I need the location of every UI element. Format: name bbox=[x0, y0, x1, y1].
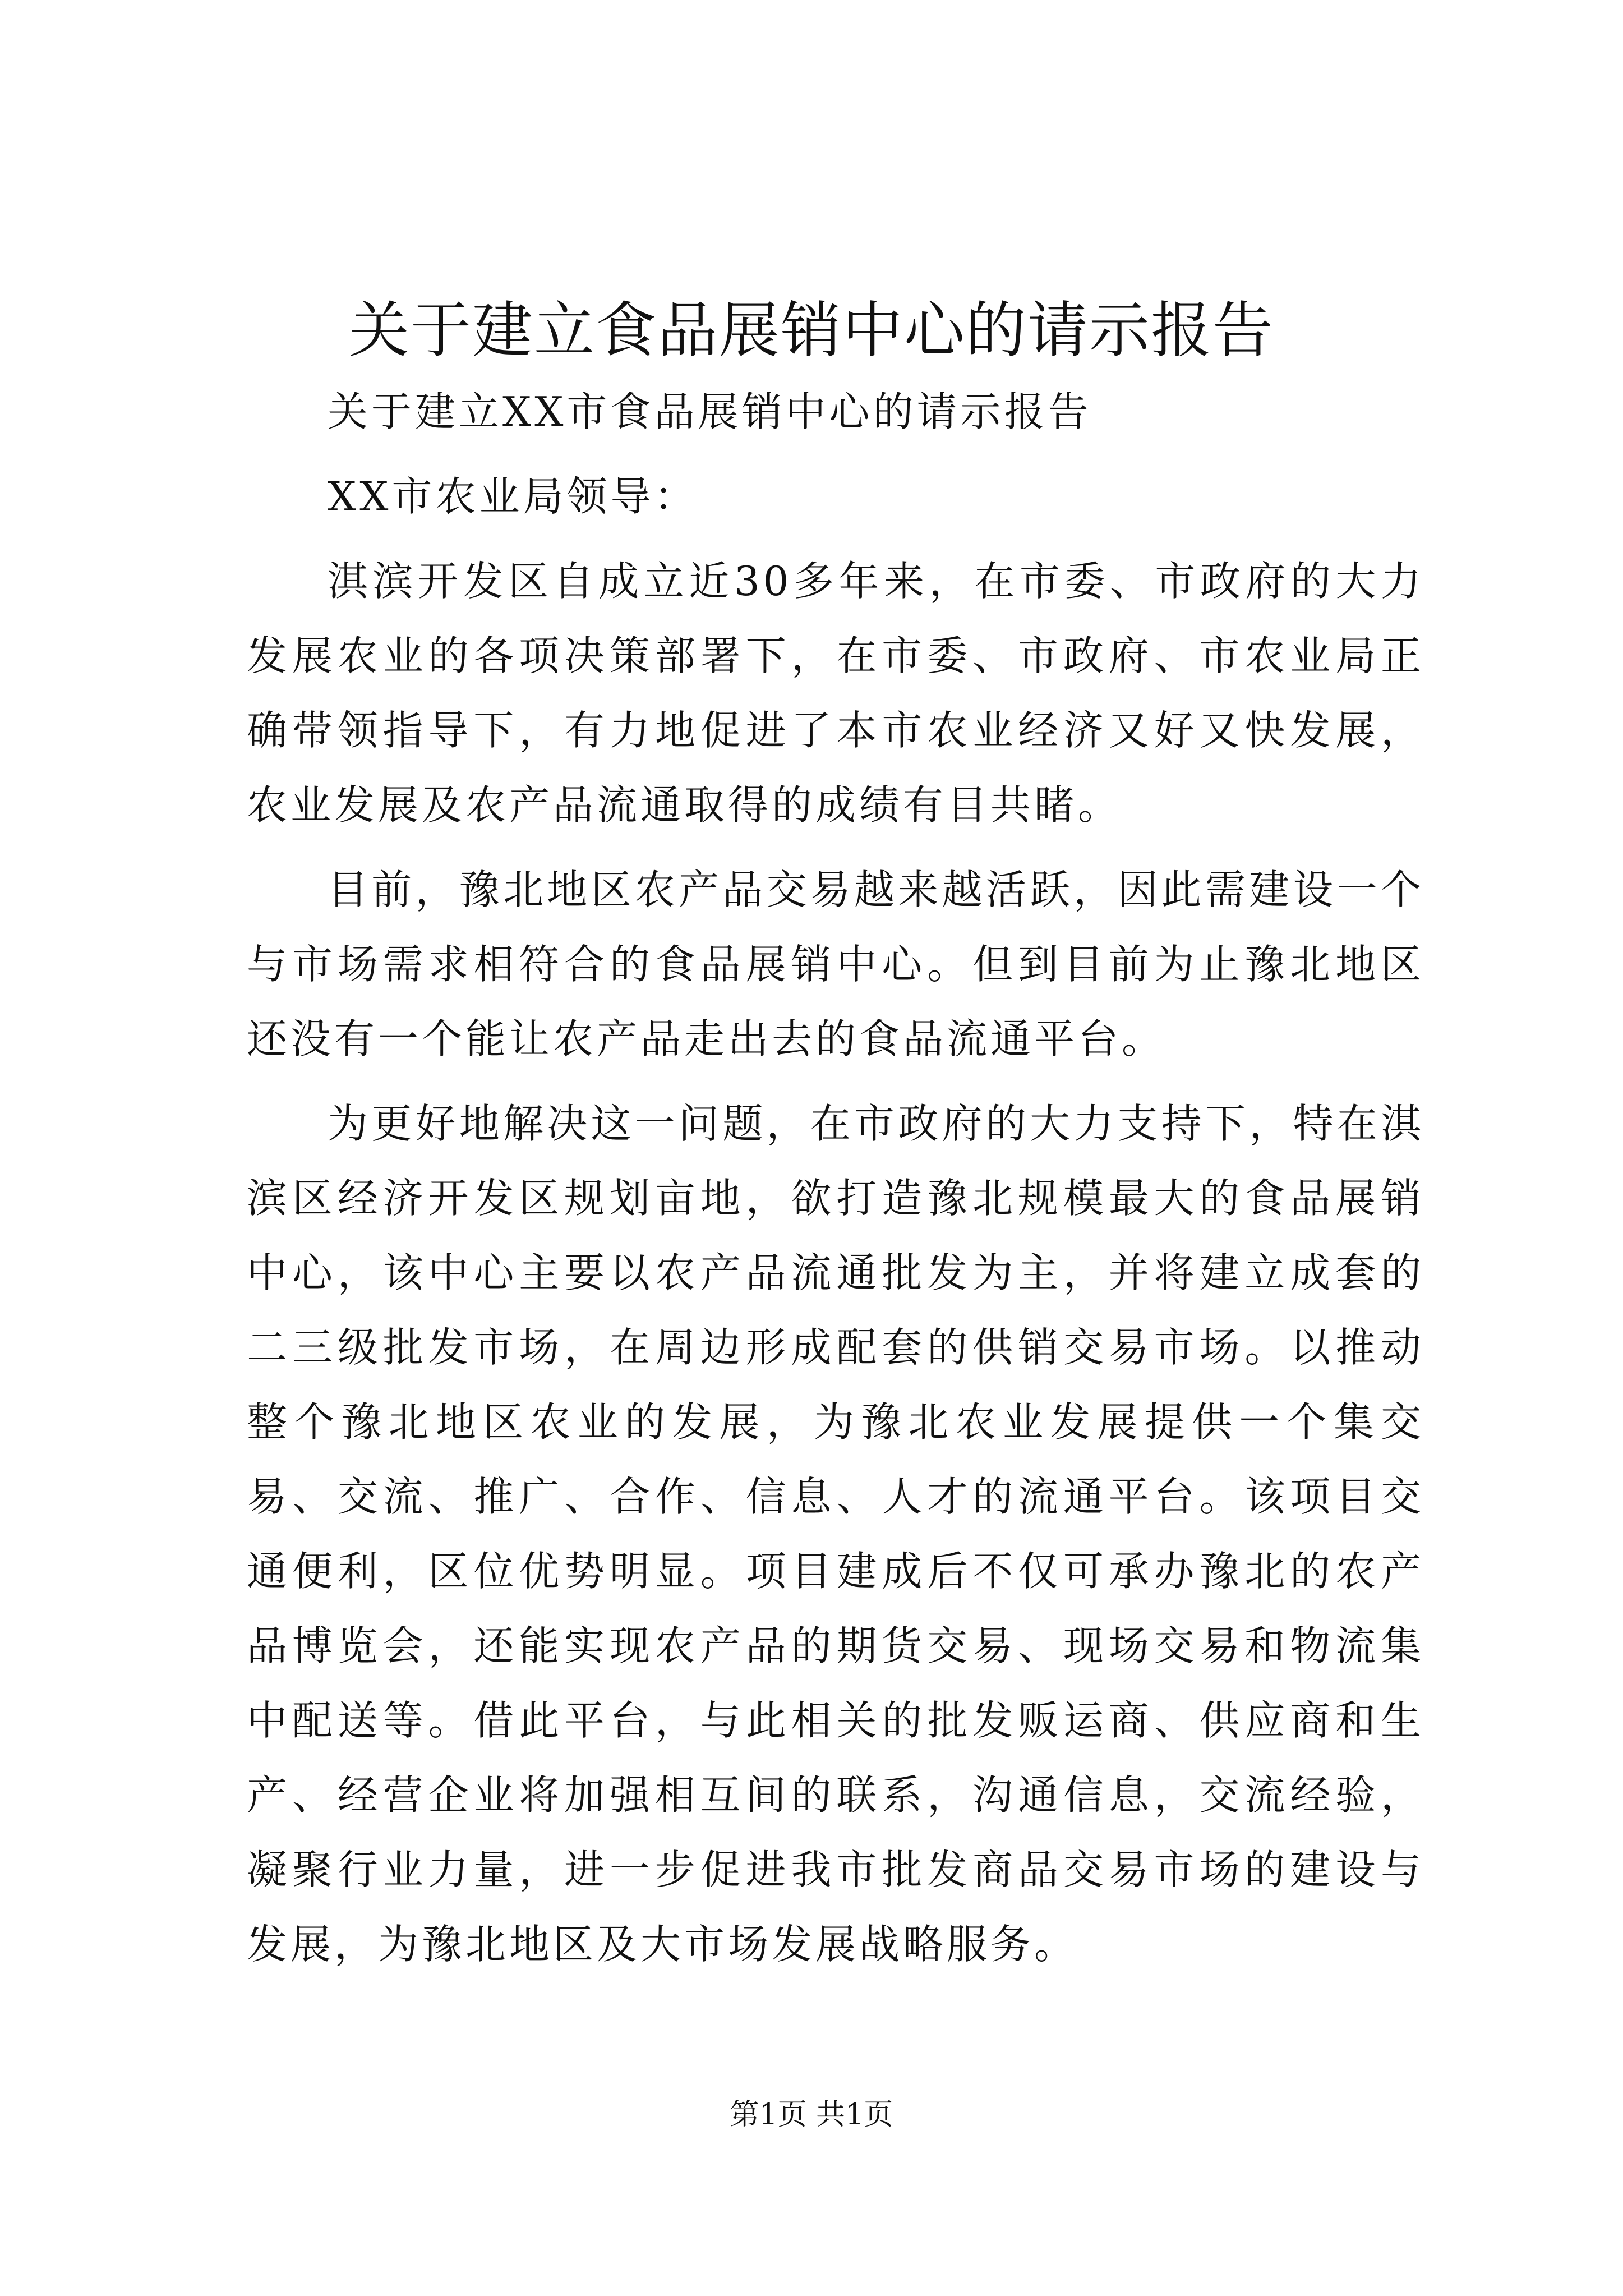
subtitle-paragraph: 关于建立XX市食品展销中心的请示报告 bbox=[328, 388, 1092, 435]
body-paragraph: 淇滨开发区自成立近30多年来，在市委、市政府的大力发展农业的各项决策部署下，在市委、市政府、市农业局正确带领指导下，有力地促进了本市农业经济又好又快发展，农业发展及农产品流通取得的成绩有目共睹。 bbox=[247, 558, 1424, 829]
salutation-paragraph: XX市农业局领导： bbox=[328, 473, 698, 520]
body-paragraph: 目前，豫北地区农产品交易越来越活跃，因此需建设一个与市场需求相符合的食品展销中心。但到目前为止豫北地区还没有一个能让农产品走出去的食品流通平台。 bbox=[247, 866, 1424, 1062]
body-paragraph: 为更好地解决这一问题，在市政府的大力支持下，特在淇滨区经济开发区规划亩地，欲打造豫北规模最大的食品展销中心，该中心主要以农产品流通批发为主，并将建立成套的二三级批发市场，在周边形成配套的供销交易市场。以推动整个豫北地区农业的发展，为豫北农业发展提供一个集交易、交流、推广、合作、信息、人才的流通平台。该项目交通便利，区位优势明显。项目建成后不仅可承办豫北的农产品博览会，还能实现农产品的期货交易、现场交易和物流集中配送等。借此平台，与此相关的批发贩运商、供应商和生产、经营企业将加强相互间的联系，沟通信息，交流经验，凝聚行业力量，进一步促进我市批发商品交易市场的建设与发展，为豫北地区及大市场发展战略服务。 bbox=[247, 1100, 1424, 1968]
document-title: 关于建立食品展销中心的请示报告 bbox=[348, 296, 1274, 366]
page-footer: 第1页 共1页 bbox=[730, 2098, 893, 2132]
document-body bbox=[247, 375, 1424, 1992]
